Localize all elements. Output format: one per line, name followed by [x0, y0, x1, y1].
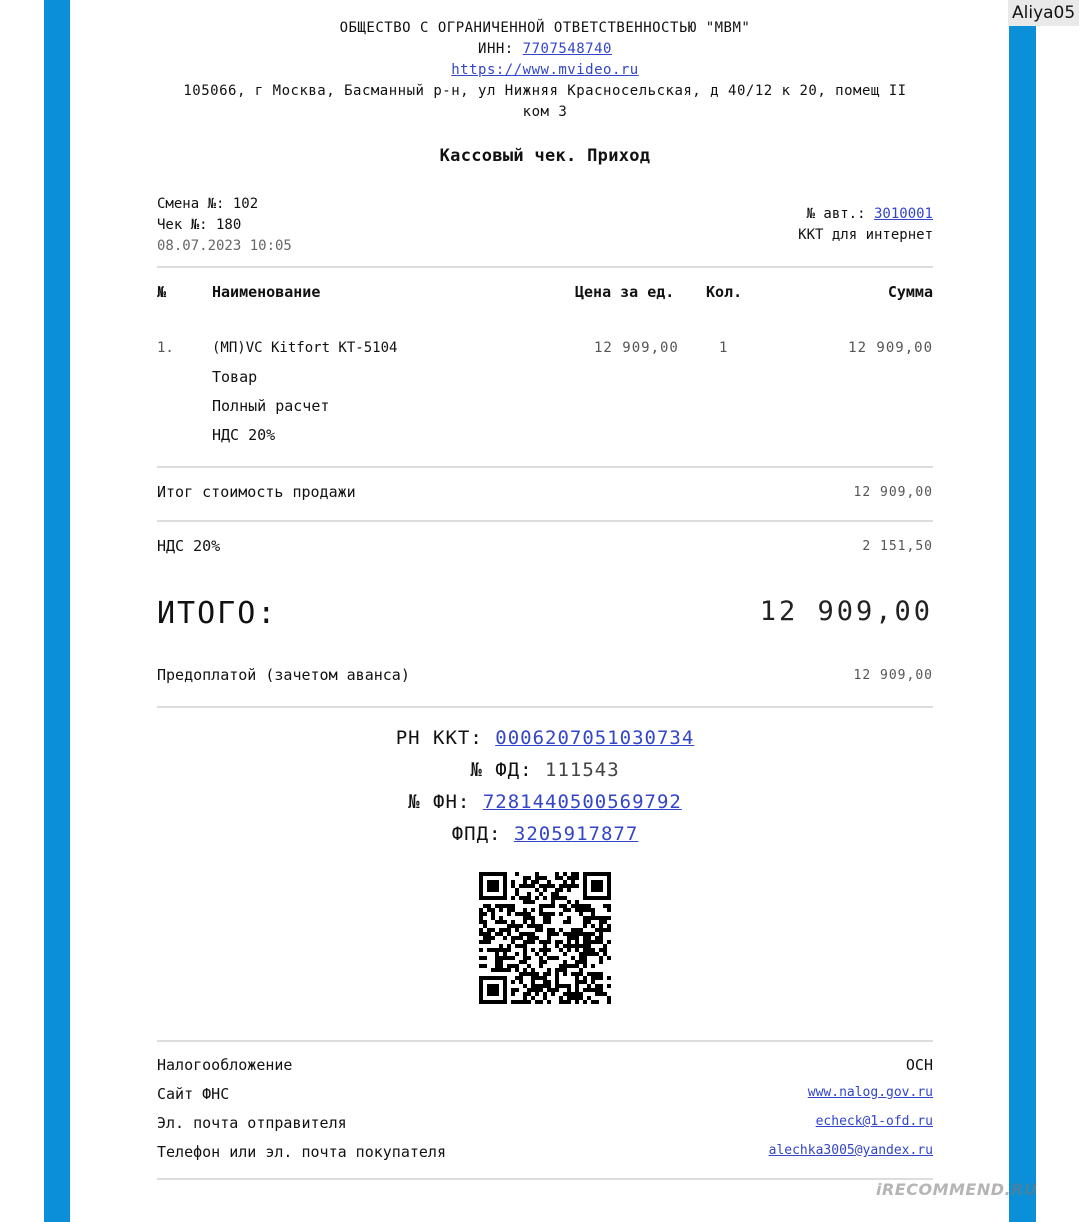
auto-link[interactable]: 3010001: [873, 206, 933, 222]
item-type: Товар: [212, 368, 258, 386]
sale-total-label: Итог стоимость продажи: [157, 483, 356, 501]
vat-value: 2 151,50: [862, 539, 933, 554]
auto-label: № авт.:: [806, 206, 866, 222]
shift-number: Смена №: 102: [157, 196, 259, 212]
item-price: 12 909,00: [594, 340, 679, 356]
table-row: [157, 318, 933, 466]
address-line-2: ком 3: [522, 104, 568, 120]
divider: [157, 1178, 933, 1180]
sender-label: Эл. почта отправителя: [157, 1114, 347, 1132]
fn-link[interactable]: 7281440500569792: [482, 791, 682, 813]
divider: [157, 1040, 933, 1042]
auto-number: [798, 204, 933, 225]
qr-code-icon: [479, 872, 611, 1004]
rn-kkt-link[interactable]: 0006207051030734: [495, 727, 695, 749]
item-num: 1.: [157, 340, 174, 356]
kkt-type: ККТ для интернет: [798, 227, 933, 243]
username-tag: Aliya05: [1008, 0, 1079, 26]
buyer-row: [157, 1135, 933, 1164]
site-link[interactable]: https://www.mvideo.ru: [451, 62, 639, 78]
check-number: Чек №: 180: [157, 217, 242, 233]
site-line: [157, 60, 933, 81]
item-qty: 1: [719, 340, 728, 356]
address-line-1: 105066, г Москва, Басманный р-н, ул Нижняя Красносельская, д 40/12 к 20, помещ II: [183, 83, 907, 99]
buyer-email-link[interactable]: alechka3005@yandex.ru: [768, 1143, 933, 1158]
fn-line: [157, 786, 933, 818]
col-qty-header: Кол.: [706, 283, 743, 301]
grand-total-value: 12 909,00: [759, 596, 933, 627]
left-border-stripe: [44, 0, 70, 1222]
divider: [157, 706, 933, 708]
buyer-label: Телефон или эл. почта покупателя: [157, 1143, 446, 1161]
rn-kkt-line: [157, 722, 933, 754]
inn-link[interactable]: 7707548740: [522, 41, 612, 57]
vat-row: [157, 522, 933, 574]
fd-label: № ФД:: [470, 759, 533, 781]
item-sum: 12 909,00: [848, 340, 933, 356]
inn-label: ИНН:: [478, 41, 514, 57]
sale-total-row: [157, 468, 933, 520]
receipt-title: Кассовый чек. Приход: [439, 146, 651, 166]
receipt: [157, 18, 933, 1180]
tax-label: Налогообложение: [157, 1056, 293, 1074]
fn-label: № ФН:: [408, 791, 471, 813]
prepay-value: 12 909,00: [853, 668, 933, 683]
col-price-header: Цена за ед.: [575, 283, 675, 301]
item-name: (МП)VC Kitfort КТ-5104: [212, 340, 398, 356]
col-num-header: №: [157, 283, 167, 301]
tax-value: ОСН: [905, 1056, 933, 1074]
col-name-header: Наименование: [212, 283, 321, 301]
watermark-logo: iRECOMMEND.RU: [876, 1180, 1038, 1199]
sender-row: [157, 1106, 933, 1135]
fiscal-block: [157, 722, 933, 850]
table-header: [157, 268, 933, 318]
prepay-label: Предоплатой (зачетом аванса): [157, 666, 410, 684]
tax-row: [157, 1048, 933, 1077]
fns-row: [157, 1077, 933, 1106]
receipt-datetime: 08.07.2023 10:05: [157, 238, 292, 254]
grand-total-label: ИТОГО:: [157, 596, 278, 631]
item-payment: Полный расчет: [212, 397, 330, 415]
sender-email-link[interactable]: echeck@1-ofd.ru: [815, 1114, 933, 1129]
company-name: ОБЩЕСТВО С ОГРАНИЧЕННОЙ ОТВЕТСТВЕННОСТЬЮ "МВМ": [339, 20, 751, 36]
fd-value: 111543: [545, 759, 620, 781]
rn-kkt-label: РН ККТ:: [395, 727, 483, 749]
fns-link[interactable]: www.nalog.gov.ru: [807, 1085, 933, 1100]
fns-label: Сайт ФНС: [157, 1085, 230, 1103]
col-sum-header: Сумма: [887, 283, 933, 301]
right-border-stripe: [1009, 0, 1036, 1222]
grand-total-row: [157, 574, 933, 666]
inn-line: [157, 39, 933, 60]
receipt-meta: [157, 194, 933, 266]
footer: [157, 1040, 933, 1180]
fpd-label: ФПД:: [451, 823, 502, 845]
fpd-link[interactable]: 3205917877: [513, 823, 639, 845]
fd-line: [157, 754, 933, 786]
item-vat: НДС 20%: [212, 426, 276, 444]
fpd-line: [157, 818, 933, 850]
prepay-row: [157, 666, 933, 706]
sale-total-value: 12 909,00: [853, 485, 933, 500]
vat-label: НДС 20%: [157, 537, 221, 555]
